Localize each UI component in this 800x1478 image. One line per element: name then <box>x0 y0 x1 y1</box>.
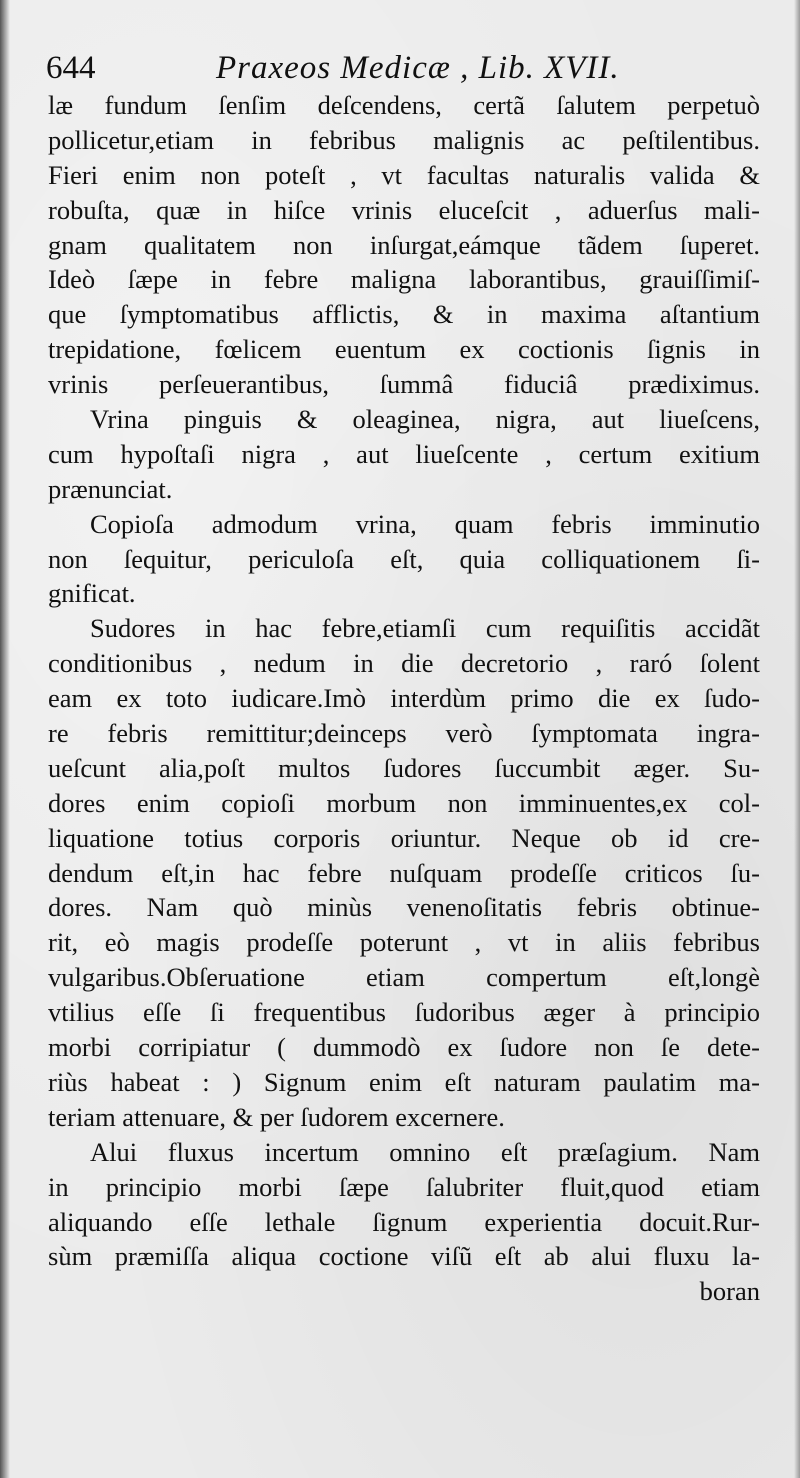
running-head <box>46 48 746 88</box>
text-line: dendum eſt,in hac febre nuſquam prodeſſe criticos ſu- <box>48 857 760 888</box>
body-text <box>48 88 760 1309</box>
text-line: dores enim copioſi morbum non imminuentes,ex col- <box>48 787 760 818</box>
text-line: riùs habeat : ) Signum enim eſt naturam paulatim ma- <box>48 1066 760 1097</box>
text-line: robuſta, quæ in hiſce vrinis eluceſcit , aduerſus mali- <box>48 194 760 225</box>
paragraph-last-line: teriam attenuare, & per ſudorem excernere. <box>48 1101 505 1132</box>
text-line: Ideò ſæpe in febre maligna laborantibus, grauiſſimiſ- <box>48 264 760 295</box>
paragraph-first-line: Vrina pinguis & oleaginea, nigra, aut liueſcens, <box>90 404 760 435</box>
text-line: trepidatione, fœlicem euentum ex coctionis ſignis in <box>48 334 760 365</box>
text-line: vulgaribus.Obſeruatione etiam compertum eſt,longè <box>48 962 760 993</box>
page-edge-shadow <box>0 0 10 1478</box>
paragraph-last-line: gnificat. <box>48 578 136 609</box>
text-line: Fieri enim non poteſt , vt facultas naturalis valida & <box>48 159 760 190</box>
text-line: pollicetur,etiam in febribus malignis ac peſtilentibus. <box>48 124 760 155</box>
text-line: dores. Nam quò minùs venenoſitatis febris obtinue- <box>48 892 760 923</box>
text-line: non ſequitur, periculoſa eſt, quia colliquationem ſi- <box>48 543 760 574</box>
text-line: cum hypoſtaſi nigra , aut liueſcente , certum exitium <box>48 438 760 469</box>
paragraph-first-line: Alui fluxus incertum omnino eſt præſagium. Nam <box>90 1136 760 1167</box>
paragraph-first-line: Copioſa admodum vrina, quam febris imminutio <box>90 508 760 539</box>
paragraph-first-line: Sudores in hac febre,etiamſi cum requiſitis accidãt <box>90 613 760 644</box>
paragraph-last-line: prænunciat. <box>48 473 173 504</box>
text-line: aliquando eſſe lethale ſignum experientia docuit.Rur- <box>48 1206 760 1237</box>
page-edge-right <box>794 0 800 1478</box>
text-line: læ fundum ſenſim deſcendens, certã ſalutem perpetuò <box>48 90 760 120</box>
running-title: Praxeos Medicæ , Lib. XVII. <box>216 50 620 86</box>
text-line: re febris remittitur;deinceps verò ſymptomata ingra- <box>48 718 760 749</box>
text-line: sùm præmiſſa aliqua coctione viſũ eſt ab alui fluxu la- <box>48 1241 760 1272</box>
text-line: liquatione totius corporis oriuntur. Neque ob id cre- <box>48 822 760 853</box>
catchword: boran <box>699 1276 760 1307</box>
text-line: morbi corripiatur ( dummodò ex ſudore non ſe dete- <box>48 1032 760 1063</box>
text-line: gnam qualitatem non inſurgat,eámque tãdem ſuperet. <box>48 229 760 260</box>
text-line: in principio morbi ſæpe ſalubriter fluit,quod etiam <box>48 1171 760 1202</box>
text-line: ueſcunt alia,poſt multos ſudores ſuccumbit æger. Su- <box>48 752 760 783</box>
text-line: eam ex toto iudicare.Imò interdùm primo die ex ſudo- <box>48 683 760 714</box>
text-line: que ſymptomatibus afflictis, & in maxima aſtantium <box>48 299 760 330</box>
text-line: vtilius eſſe ſi frequentibus ſudoribus æger à principio <box>48 997 760 1028</box>
text-line: vrinis perſeuerantibus, ſummâ fiduciâ prædiximus. <box>48 369 760 400</box>
text-line: rit, eò magis prodeſſe poterunt , vt in aliis febribus <box>48 927 760 958</box>
page-number: 644 <box>46 50 96 86</box>
text-line: conditionibus , nedum in die decretorio , raró ſolent <box>48 648 760 679</box>
